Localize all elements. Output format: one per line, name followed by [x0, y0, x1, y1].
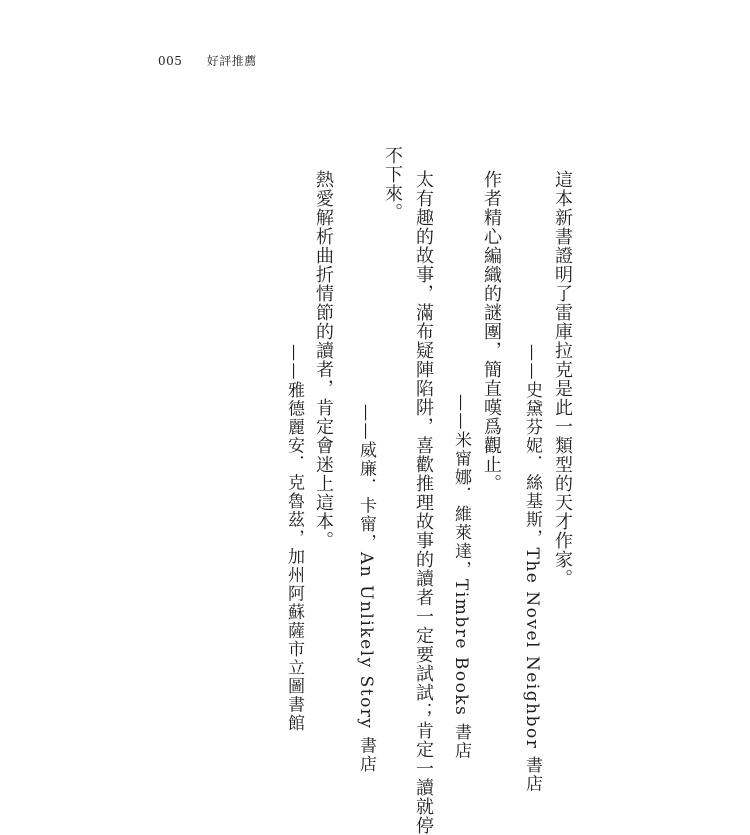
- quote-2-text: 作者精心編織的謎團，簡直嘆爲觀止。: [481, 170, 502, 493]
- quote-3-attribution: ——威廉．卡甯，An Unlikely Story 書店: [356, 404, 376, 774]
- quote-1-attribution: ——史黛芬妮．絲基斯，The Novel Neighbor 書店: [522, 344, 542, 794]
- page-number: 005: [158, 54, 183, 68]
- quote-4-text: 熱愛解析曲折情節的讀者，肯定會迷上這本。: [313, 170, 334, 550]
- quote-1-text: 這本新書證明了雷庫拉克是此一類型的天才作家。: [552, 170, 573, 588]
- quote-4-attribution: ——雅德麗安．克魯茲，加州阿蘇薩市立圖書館: [284, 344, 304, 733]
- quote-2-attribution: ——米甯娜．維萊達，Timbre Books 書店: [451, 394, 471, 761]
- page-header: [158, 52, 257, 69]
- quote-3-text-line-2: 不下來。: [382, 146, 403, 222]
- quote-3-text-line-1: 太有趣的故事，滿布疑陣陷阱，喜歡推理故事的讀者一定要試試；肯定一讀就停: [413, 170, 434, 835]
- section-title: 好評推薦: [206, 54, 257, 68]
